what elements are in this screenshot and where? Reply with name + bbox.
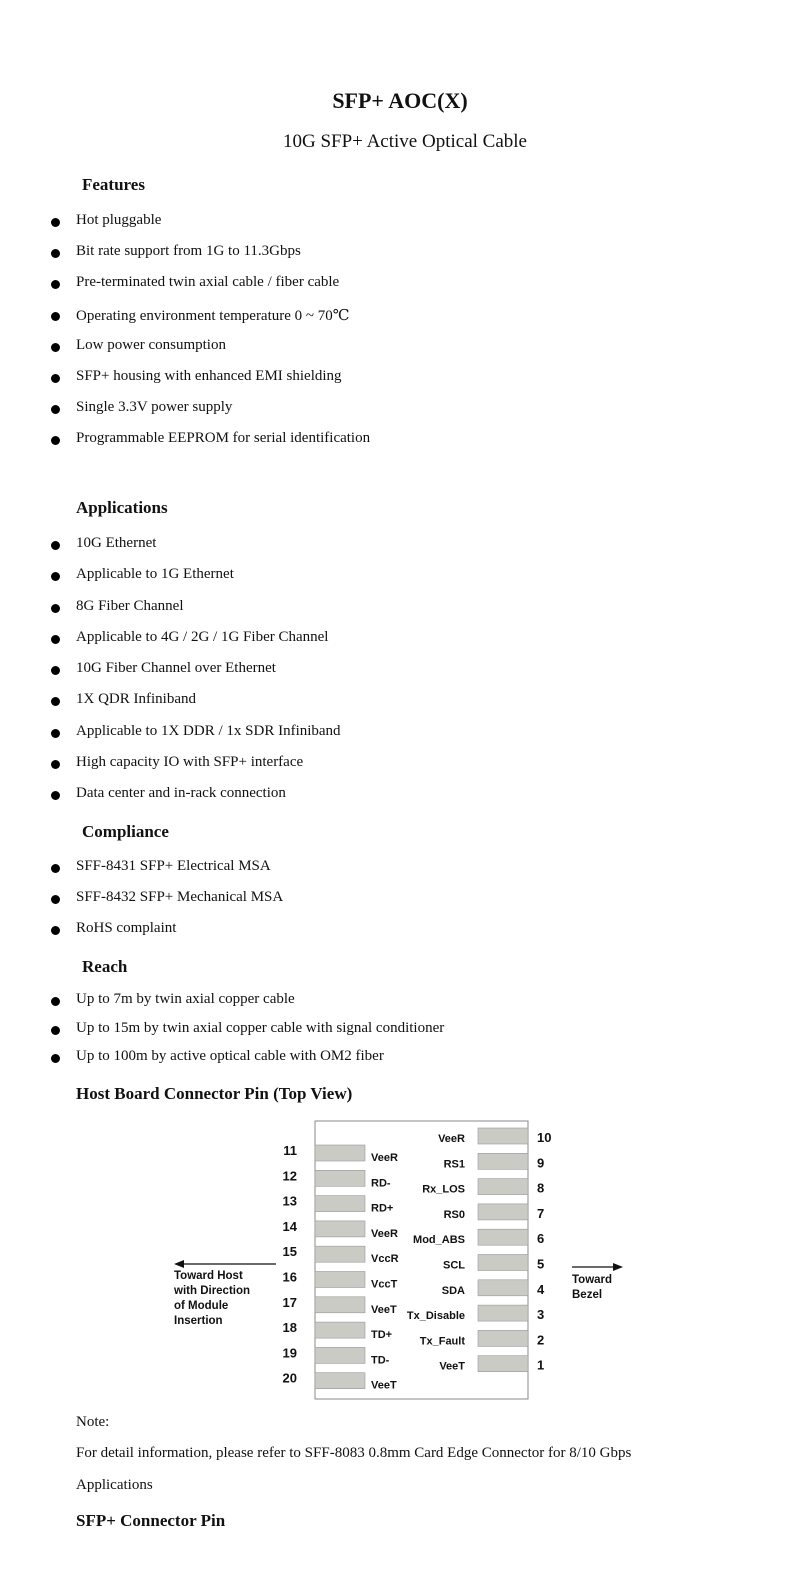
right-pin-label: Mod_ABS: [413, 1234, 465, 1247]
left-pin-label: VccT: [371, 1278, 398, 1291]
right-pin-label: Tx_Disable: [406, 1310, 465, 1323]
bullet-icon: [51, 604, 60, 613]
applications-item: 10G Ethernet: [76, 535, 157, 551]
bullet-icon: [51, 729, 60, 738]
left-pin-number: 13: [282, 1193, 297, 1209]
toward-host-arrow: [174, 1260, 276, 1268]
compliance-item: RoHS complaint: [76, 920, 177, 936]
bullet-icon: [51, 280, 60, 289]
bullet-icon: [51, 760, 60, 769]
sfp-connector-heading: SFP+ Connector Pin: [76, 1511, 226, 1530]
left-pin-label: VeeT: [371, 1379, 397, 1392]
note-line-1: For detail information, please refer to SFF-8083 0.8mm Card Edge Connector for 8/10 Gbps: [76, 1445, 632, 1461]
features-item: Bit rate support from 1G to 11.3Gbps: [76, 243, 301, 260]
bullet-icon: [51, 374, 60, 383]
left-pin-label: RD-: [371, 1177, 391, 1190]
applications-item: 8G Fiber Channel: [76, 597, 184, 614]
applications-item: Data center and in-rack connection: [76, 785, 286, 801]
compliance-heading: Compliance: [82, 822, 169, 841]
left-pin-number: 15: [282, 1244, 297, 1260]
left-pin-pad: [315, 1347, 365, 1363]
right-pin-pad: [478, 1128, 528, 1144]
toward-bezel-line: Bezel: [572, 1289, 603, 1301]
left-pin-pad: [315, 1373, 365, 1389]
right-pin-pad: [478, 1255, 528, 1271]
right-pin-pad: [478, 1229, 528, 1245]
left-pin-pad: [315, 1196, 365, 1212]
page-title: SFP+ AOC(X): [332, 88, 468, 113]
right-pin-number: 6: [537, 1231, 545, 1247]
right-pin-number: 2: [537, 1332, 545, 1348]
bullet-icon: [51, 895, 60, 904]
right-pin-label: SCL: [443, 1259, 465, 1272]
right-pin-number: 8: [537, 1180, 545, 1196]
left-pin-label: RD+: [371, 1202, 394, 1215]
note-label: Note:: [76, 1414, 110, 1430]
left-pin-label: TD-: [371, 1354, 390, 1367]
features-item: Operating environment temperature 0 ~ 70℃: [76, 307, 350, 324]
reach-item: Up to 15m by twin axial copper cable with signal conditioner: [76, 1019, 445, 1036]
right-pin-pad: [478, 1356, 528, 1372]
bullet-icon: [51, 635, 60, 644]
right-pin-label: Rx_LOS: [422, 1183, 465, 1196]
compliance-item: SFF-8431 SFP+ Electrical MSA: [76, 858, 271, 874]
left-pin-label: VeeT: [371, 1303, 397, 1316]
left-pin-number: 12: [282, 1168, 297, 1184]
left-pin-pad: [315, 1297, 365, 1313]
left-pin-pad: [315, 1221, 365, 1237]
right-pin-pad: [478, 1153, 528, 1169]
right-pin-label: SDA: [441, 1284, 465, 1297]
left-pin-number: 14: [282, 1218, 297, 1234]
toward-bezel-label: [572, 1274, 612, 1301]
page-subtitle: 10G SFP+ Active Optical Cable: [283, 131, 527, 152]
toward-bezel-arrow: [572, 1263, 623, 1271]
features-item: SFP+ housing with enhanced EMI shielding: [76, 368, 342, 384]
left-pin-number: 11: [283, 1143, 297, 1158]
right-pin-number: 9: [537, 1155, 545, 1171]
left-pin-number: 16: [282, 1269, 297, 1285]
applications-item: High capacity IO with SFP+ interface: [76, 753, 304, 770]
bullet-icon: [51, 249, 60, 258]
right-pin-label: Tx_Fault: [419, 1335, 465, 1348]
applications-item: Applicable to 1X DDR / 1x SDR Infiniband: [76, 722, 341, 739]
bullet-icon: [51, 697, 60, 706]
bullet-icon: [51, 572, 60, 581]
right-pin-pad: [478, 1204, 528, 1220]
host-board-connector-diagram: [0, 1110, 800, 1410]
features-item: Low power consumption: [76, 336, 226, 353]
bullet-icon: [51, 436, 60, 445]
toward-host-line: of Module: [174, 1300, 229, 1312]
bullet-icon: [51, 997, 60, 1006]
left-pin-number: 20: [282, 1370, 297, 1386]
reach-heading: Reach: [82, 957, 128, 976]
right-pin-number: 3: [537, 1307, 545, 1323]
bullet-icon: [51, 1026, 60, 1035]
right-pin-label: VeeT: [439, 1360, 465, 1373]
left-pin-label: TD+: [371, 1329, 393, 1342]
left-pin-pad: [315, 1170, 365, 1186]
bullet-icon: [51, 218, 60, 227]
features-item: Hot pluggable: [76, 212, 162, 228]
bullet-icon: [51, 312, 60, 321]
toward-host-line: Insertion: [174, 1315, 223, 1327]
toward-host-label: [173, 1270, 250, 1327]
reach-item: Up to 100m by active optical cable with OM2 fiber: [76, 1048, 384, 1064]
left-pin-pad: [315, 1272, 365, 1288]
left-pin-number: 18: [282, 1320, 297, 1336]
right-pin-number: 10: [537, 1130, 552, 1145]
left-pin-pad: [315, 1145, 365, 1161]
left-pin-pad: [315, 1246, 365, 1262]
compliance-item: SFF-8432 SFP+ Mechanical MSA: [76, 889, 284, 905]
bullet-icon: [51, 864, 60, 873]
right-pin-pad: [478, 1330, 528, 1346]
right-pin-label: RS0: [443, 1208, 465, 1221]
note-line-2: Applications: [76, 1477, 153, 1493]
host-board-heading: Host Board Connector Pin (Top View): [76, 1084, 353, 1103]
toward-host-line: with Direction: [174, 1285, 251, 1297]
features-item: Programmable EEPROM for serial identification: [76, 430, 371, 447]
applications-item: Applicable to 4G / 2G / 1G Fiber Channel: [76, 628, 329, 645]
bullet-icon: [51, 541, 60, 550]
applications-heading: Applications: [76, 498, 168, 517]
reach-item: Up to 7m by twin axial copper cable: [76, 991, 295, 1007]
bullet-icon: [51, 926, 60, 935]
applications-item: Applicable to 1G Ethernet: [76, 566, 234, 583]
right-pin-label: RS1: [443, 1158, 465, 1171]
right-pin-number: 1: [537, 1357, 545, 1373]
right-pin-number: 5: [537, 1256, 545, 1272]
left-pin-pad: [315, 1322, 365, 1338]
left-pin-label: VeeR: [371, 1227, 398, 1240]
features-item: Single 3.3V power supply: [76, 399, 233, 416]
bullet-icon: [51, 791, 60, 800]
applications-item: 10G Fiber Channel over Ethernet: [76, 660, 276, 676]
features-heading: Features: [82, 175, 145, 194]
left-pin-number: 19: [282, 1345, 297, 1361]
bullet-icon: [51, 343, 60, 352]
right-pin-number: 4: [537, 1281, 545, 1297]
bullet-icon: [51, 1054, 60, 1063]
left-pin-number: 17: [282, 1294, 297, 1310]
right-pin-pad: [478, 1280, 528, 1296]
toward-host-line: Toward Host: [174, 1270, 243, 1282]
left-pin-label: VeeR: [371, 1152, 398, 1164]
bullet-icon: [51, 666, 60, 675]
features-item: Pre-terminated twin axial cable / fiber cable: [76, 274, 340, 291]
applications-item: 1X QDR Infiniband: [76, 691, 196, 708]
left-pin-label: VccR: [371, 1253, 399, 1266]
right-pin-pad: [478, 1179, 528, 1195]
right-pin-pad: [478, 1305, 528, 1321]
right-pin-number: 7: [537, 1205, 545, 1221]
toward-bezel-line: Toward: [572, 1274, 613, 1286]
right-pin-label: VeeR: [438, 1133, 465, 1145]
bullet-icon: [51, 405, 60, 414]
